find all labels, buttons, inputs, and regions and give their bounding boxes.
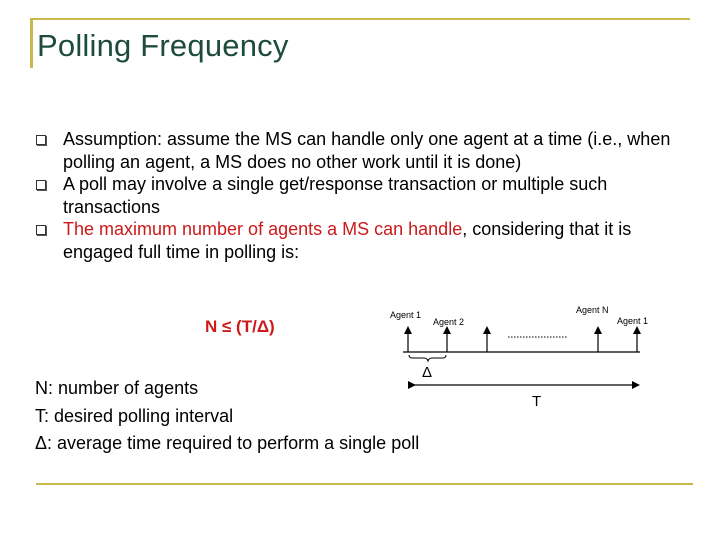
bullet-text: A poll may involve a single get/response transaction or multiple such transactions xyxy=(63,174,608,217)
agent-2-label: Agent 2 xyxy=(433,317,465,327)
agent-1-repeat-label: Agent 1 xyxy=(617,316,649,326)
t-label: T xyxy=(532,393,542,410)
definition-t: T: desired polling interval xyxy=(35,405,234,426)
definitions xyxy=(35,375,419,458)
bullet-highlight-text: The maximum number of agents a MS can handle xyxy=(63,219,463,239)
definition-n: N: number of agents xyxy=(35,378,199,398)
delta-brace xyxy=(409,355,446,361)
definition-delta: Δ: average time required to perform a single poll xyxy=(35,433,420,453)
agent-n-label: Agent N xyxy=(576,305,609,315)
slide-title: Polling Frequency xyxy=(37,28,289,63)
agent-1-label: Agent 1 xyxy=(390,310,422,320)
delta-label: Δ xyxy=(422,364,433,381)
bullet-text: , considering that it is engaged full time in polling is: xyxy=(63,219,632,262)
bullet-text: Assumption: assume the MS can handle only one agent at a time (i.e., when polling an agent, a MS does no other work until it is done) xyxy=(63,129,671,172)
footer-rule xyxy=(36,483,693,485)
formula: N ≤ (T/Δ) xyxy=(205,317,275,336)
